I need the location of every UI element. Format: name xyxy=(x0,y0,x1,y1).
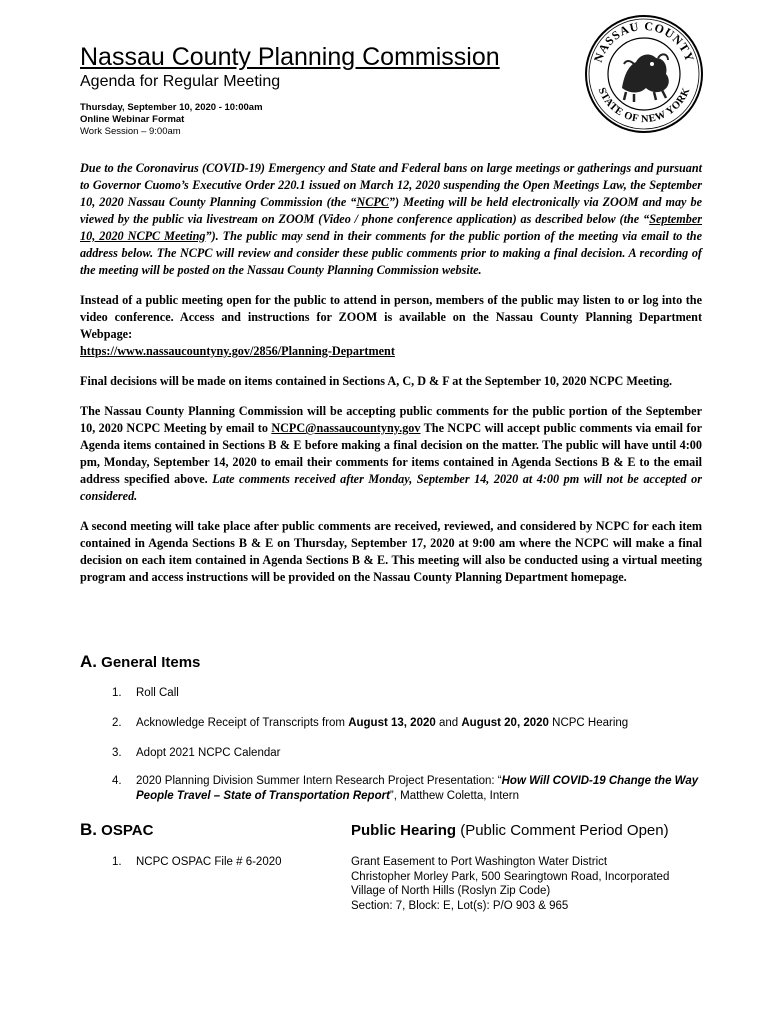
meeting-date: Thursday, September 10, 2020 - 10:00am xyxy=(80,102,263,113)
section-b-heading xyxy=(80,820,153,840)
public-comments-paragraph xyxy=(80,403,702,505)
ncpc-email-link[interactable]: NCPC@nassaucountyny.gov xyxy=(271,421,421,435)
public-comments-text-2: The NCPC will accept public comments via email for Agenda items contained in Sections B & E before making a final decision on the matter. The public will have until 4:00 pm, Monday, September 14, 2020 to email their comments for items contained in Agenda Sections B & E to the email address specified above. xyxy=(80,421,702,486)
item-number: 4. xyxy=(112,775,122,787)
item-number: 1. xyxy=(112,687,122,699)
item-number: 3. xyxy=(112,747,122,759)
zoom-access-paragraph xyxy=(80,292,702,360)
item-text: Adopt 2021 NCPC Calendar xyxy=(136,747,281,759)
section-a-heading xyxy=(80,652,200,672)
item-text: 2020 Planning Division Summer Intern Research Project Presentation: “How Will COVID-19 Change the Way People Travel – State of Transportation Report”, Matthew Coletta, Intern xyxy=(136,775,699,802)
final-decisions-paragraph: Final decisions will be made on items contained in Sections A, C, D & F at the September 10, 2020 NCPC Meeting. xyxy=(80,374,673,388)
document-subtitle: Agenda for Regular Meeting xyxy=(80,73,281,90)
item-text: Roll Call xyxy=(136,687,179,699)
meeting-term: September 10, 2020 NCPC Meeting xyxy=(80,212,702,243)
public-comments-text-1: The Nassau County Planning Commission will be accepting public comments for the public portion of the September 10, 2020 NCPC Meeting by email to xyxy=(80,404,702,435)
ospac-file-label: NCPC OSPAC File # 6-2020 xyxy=(136,856,282,868)
ospac-item xyxy=(112,855,342,870)
seal-lion-emblem xyxy=(612,42,676,106)
covid-notice-text-1: Due to the Coronavirus (COVID-19) Emergency and State and Federal bans on large meetings or gatherings and pursuant to Governor Cuomo’s Executive Order 220.1 issued on March 12, 2020 suspending the Open Meetings Law, the September 10, 2020 Nassau County Planning Commission (the “ xyxy=(80,161,702,209)
ncpc-term: NCPC xyxy=(356,195,389,209)
detail-line: Christopher Morley Park, 500 Searingtown Road, Incorporated xyxy=(351,870,670,883)
item-number: 2. xyxy=(112,717,122,729)
public-hearing-note: (Public Comment Period Open) xyxy=(456,822,669,839)
covid-notice-paragraph xyxy=(80,160,702,279)
meeting-format: Online Webinar Format xyxy=(80,114,185,125)
section-b-title: OSPAC xyxy=(101,822,154,839)
ospac-item-detail xyxy=(351,855,731,913)
section-b-letter: B. xyxy=(80,820,97,839)
covid-notice-text-3: ”). The public may send in their comments for the public portion of the meeting via email to the address below. The NCPC will review and consider these public comments prior to making a final decision. A recording of the meeting will be posted on the Nassau County Planning Commission website. xyxy=(80,229,702,277)
work-session-time: Work Session – 9:00am xyxy=(80,126,181,137)
item-text: Acknowledge Receipt of Transcripts from August 13, 2020 and August 20, 2020 NCPC Hearing xyxy=(136,717,629,729)
detail-line: Village of North Hills (Roslyn Zip Code) xyxy=(351,885,551,897)
planning-department-link[interactable]: https://www.nassaucountyny.gov/2856/Planning-Department xyxy=(80,344,395,358)
covid-notice-text-2: ”) Meeting will be held electronically via ZOOM and may be viewed by the public via livestream on ZOOM (Video / phone conference application) as described below (the “ xyxy=(80,195,702,226)
document-header xyxy=(80,42,560,138)
meeting-meta xyxy=(80,102,560,138)
section-a-title: General Items xyxy=(101,654,201,671)
zoom-access-text: Instead of a public meeting open for the public to attend in person, members of the public may listen to or log into the video conference. Access and instructions for ZOOM is available on the Nassau County Planning Department Webpage: xyxy=(80,293,702,341)
document-title: Nassau County Planning Commission xyxy=(80,43,500,71)
seal-top-text: NASSAU COUNTY xyxy=(590,18,698,65)
detail-line: Grant Easement to Port Washington Water District xyxy=(351,856,608,868)
section-a-letter: A. xyxy=(80,652,97,671)
public-hearing-heading xyxy=(351,822,669,839)
seal-bottom-text: STATE OF NEW YORK xyxy=(595,86,693,126)
item-number: 1. xyxy=(112,856,122,868)
county-seal-logo xyxy=(584,14,704,134)
intro-text xyxy=(80,160,702,599)
detail-line: Section: 7, Block: E, Lot(s): P/O 903 & 965 xyxy=(351,899,569,912)
late-comments-notice: Late comments received after Monday, September 14, 2020 at 4:00 pm will not be accepted or considered. xyxy=(80,472,703,503)
public-hearing-label: Public Hearing xyxy=(351,822,457,839)
second-meeting-paragraph: A second meeting will take place after public comments are received, reviewed, and considered by NCPC for each item contained in Agenda Sections B & E on Thursday, September 17, 2020 at 9:00 am where the NCPC will make a final decision on each item contained in Agenda Sections B & E. This meeting will also be conducted using a virtual meeting program and access instructions will be provided on the Nassau County Planning Department homepage. xyxy=(80,519,702,584)
